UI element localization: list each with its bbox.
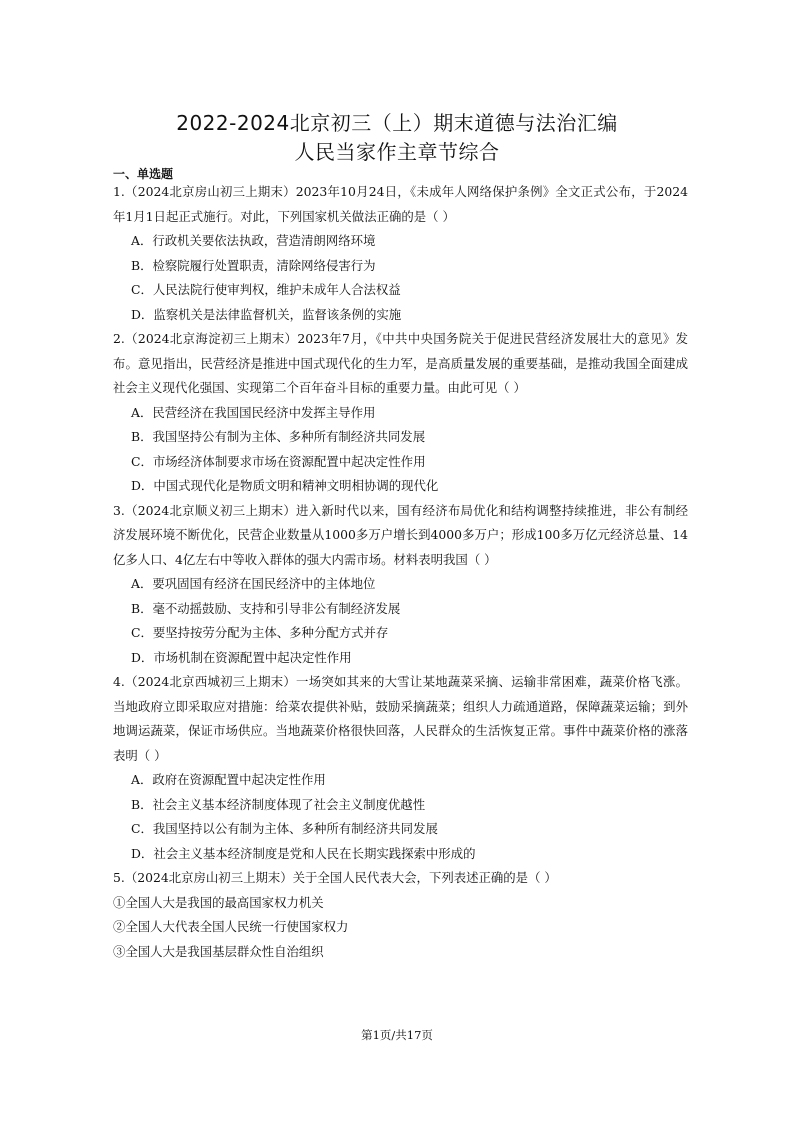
question-5-item-3: ③全国人大是我国基层群众性自治组织: [113, 943, 324, 959]
question-4-stem: 4.（2024北京西城初三上期末）一场突如其来的大雪让某地蔬菜采摘、运输非常困难，蔬菜价格飞涨。当地政府立即采取应对措施：给菜农提供补贴，鼓励采摘蔬菜；组织人力疏通道路，保障蔬菜运输；到外地调运蔬菜，保证市场供应。当地蔬菜价格很快回落，人民群众的生活恢复正常。事件中蔬菜价格的涨落表明（ ）: [113, 674, 688, 763]
section-heading: 一、单选题: [113, 167, 174, 181]
question-1-stem: 1.（2024北京房山初三上期末）2023年10月24日，《未成年人网络保护条例》全文正式公布，于2024年1月1日起正式施行。对此，下列国家机关做法正确的是（ ）: [113, 184, 688, 224]
question-3-option-c: C．要坚持按劳分配为主体、多种分配方式并存: [131, 625, 389, 640]
question-5-item-1: ①全国人大是我国的最高国家权力机关: [113, 894, 324, 910]
question-3-stem: 3.（2024北京顺义初三上期末）进入新时代以来，国有经济布局优化和结构调整持续推进，非公有制经济发展环境不断优化，民营企业数量从1000多万户增长到4000多万户；形成100多万亿元经济总量、14亿多人口、4亿左右中等收入群体的强大内需市场。材料表明我国（ ）: [113, 502, 688, 567]
question-list: [113, 180, 688, 964]
question-3-option-d: D．市场机制在资源配置中起决定性作用: [131, 649, 352, 665]
page-number: 第1页/共17页: [361, 1028, 433, 1042]
question-4-option-b: B．社会主义基本经济制度体现了社会主义制度优越性: [131, 796, 426, 812]
question-2-stem: 2.（2024北京海淀初三上期末）2023年7月，《中共中央国务院关于促进民营经济发展壮大的意见》发布。意见指出，民营经济是推进中国式现代化的生力军，是高质量发展的重要基础，是推动我国全面建成社会主义现代化强国、实现第二个百年奋斗目标的重要力量。由此可见（ ）: [113, 331, 688, 395]
question-2-option-b: B．我国坚持公有制为主体、多种所有制经济共同发展: [131, 429, 426, 444]
question-1-option-c: C．人民法院行使审判权，维护未成年人合法权益: [131, 282, 401, 297]
question-3-option-b: B．毫不动摇鼓励、支持和引导非公有制经济发展: [131, 600, 401, 616]
question-2-option-d: D．中国式现代化是物质文明和精神文明相协调的现代化: [131, 478, 439, 493]
question-1-option-a: A．行政机关要依法执政，营造清朗网络环境: [131, 233, 376, 248]
question-4-option-d: D．社会主义基本经济制度是党和人民在长期实践探索中形成的: [131, 845, 476, 861]
question-2-option-c: C．市场经济体制要求市场在资源配置中起决定性作用: [131, 453, 426, 469]
question-3-option-a: A．要巩固国有经济在国民经济中的主体地位: [131, 576, 376, 591]
question-2-option-a: A．民营经济在我国国民经济中发挥主导作用: [131, 404, 376, 420]
question-1-option-d: D．监察机关是法律监督机关，监督该条例的实施: [131, 306, 402, 322]
question-5-item-2: ②全国人大代表全国人民统一行使国家权力: [113, 919, 349, 934]
question-5-stem: 5.（2024北京房山初三上期末）关于全国人民代表大会，下列表述正确的是（ ）: [113, 870, 557, 885]
document-subtitle: 人民当家作主章节综合: [294, 140, 500, 164]
question-4-option-a: A．政府在资源配置中起决定性作用: [131, 772, 326, 787]
question-1-option-b: B．检察院履行处置职责，清除网络侵害行为: [131, 257, 376, 273]
question-4-option-c: C．我国坚持以公有制为主体、多种所有制经济共同发展: [131, 821, 438, 836]
document-title: 2022-2024北京初三（上）期末道德与法治汇编: [176, 111, 618, 135]
